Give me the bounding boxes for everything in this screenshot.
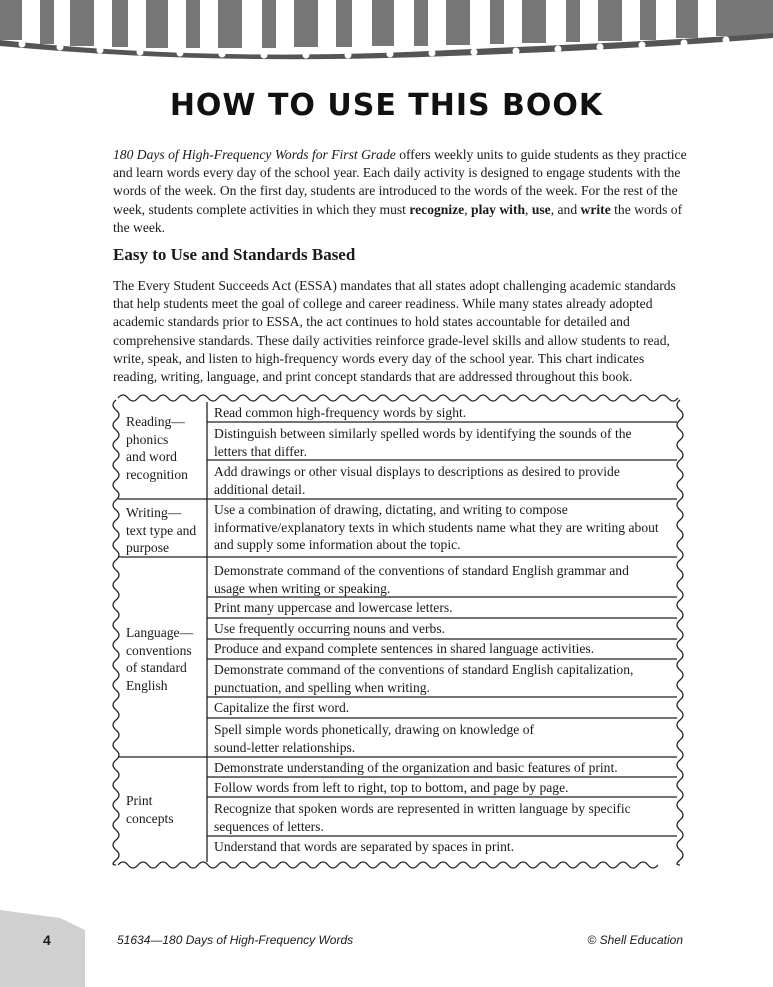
keyword-use: use (531, 201, 551, 217)
book-title: 180 Days of High-Frequency Words for First Grade (113, 147, 396, 162)
standard-item: Produce and expand complete sentences in shared language activities. (214, 641, 595, 656)
standard-item: Demonstrate understanding of the organization and basic features of print. (214, 760, 618, 775)
keyword-play-with: play with (471, 201, 526, 217)
intro-sep-2: , (525, 201, 532, 217)
standard-item: Capitalize the first word. (214, 700, 350, 715)
page-number: 4 (43, 932, 51, 948)
keyword-write: write (580, 201, 611, 217)
page-number-tab (0, 910, 90, 987)
intro-sep-3: , and (550, 201, 581, 217)
section-heading: Easy to Use and Standards Based (113, 245, 356, 264)
standard-item: Read common high-frequency words by sight. (214, 405, 467, 420)
category-print-concepts: Print concepts (126, 793, 174, 826)
category-language: Language— conventions of standard English (126, 625, 194, 693)
category-writing: Writing— text type and purpose (126, 505, 197, 555)
standard-item: Understand that words are separated by spaces in print. (214, 839, 515, 854)
footer-publisher: © Shell Education (587, 933, 683, 947)
intro-text-1: offers weekly units to guide students as they practice and learn words every day of the school year. Each daily activity is designed to engage students with the words of the week. On the first day, students are introduced to the words of the week. For the rest of the week, students complete activities in which they must (113, 147, 687, 217)
standard-item: Demonstrate command of the conventions of standard English grammar and usage when writing or speaking. (214, 563, 629, 596)
standards-paragraph: The Every Student Succeeds Act (ESSA) mandates that all states adopt challenging academic standards that help students meet the goal of college and career readiness. While many states already adopted academic standards prior to ESSA, the act continues to hold states accountable for detailed and comprehensive standards. These daily activities reinforce grade-level skills and allow students to read, write, speak, and listen to high-frequency words every day of the school year. This chart indicates reading, writing, language, and print concept standards that are addressed throughout this book. (113, 278, 676, 385)
standard-item: Use a combination of drawing, dictating, and writing to compose informative/explanatory texts in which students name what they are writing about and supply some information about the topic. (214, 502, 659, 552)
standard-item: Follow words from left to right, top to bottom, and page by page. (214, 780, 569, 795)
footer-book-title: 51634—180 Days of High-Frequency Words (117, 933, 354, 947)
standard-item: Spell simple words phonetically, drawing on knowledge of sound-letter relationships. (214, 722, 535, 755)
standard-item: Print many uppercase and lowercase letters. (214, 600, 453, 615)
intro-sep-1: , (464, 201, 472, 217)
standard-item: Distinguish between similarly spelled words by identifying the sounds of the letters that differ. (214, 426, 632, 459)
page-title: HOW TO USE THIS BOOK (169, 88, 604, 123)
standard-item: Demonstrate command of the conventions of standard English capitalization, punctuation, and spelling when writing. (214, 662, 634, 695)
standard-item: Recognize that spoken words are represented in written language by specific sequences of letters. (214, 801, 631, 834)
intro-text-2: the words of the week. (113, 201, 683, 235)
standard-item: Add drawings or other visual displays to descriptions as desired to provide additional detail. (214, 464, 620, 497)
keyword-recognize: recognize (409, 201, 465, 217)
category-reading: Reading— phonics and word recognition (126, 414, 188, 482)
standard-item: Use frequently occurring nouns and verbs. (214, 621, 446, 636)
